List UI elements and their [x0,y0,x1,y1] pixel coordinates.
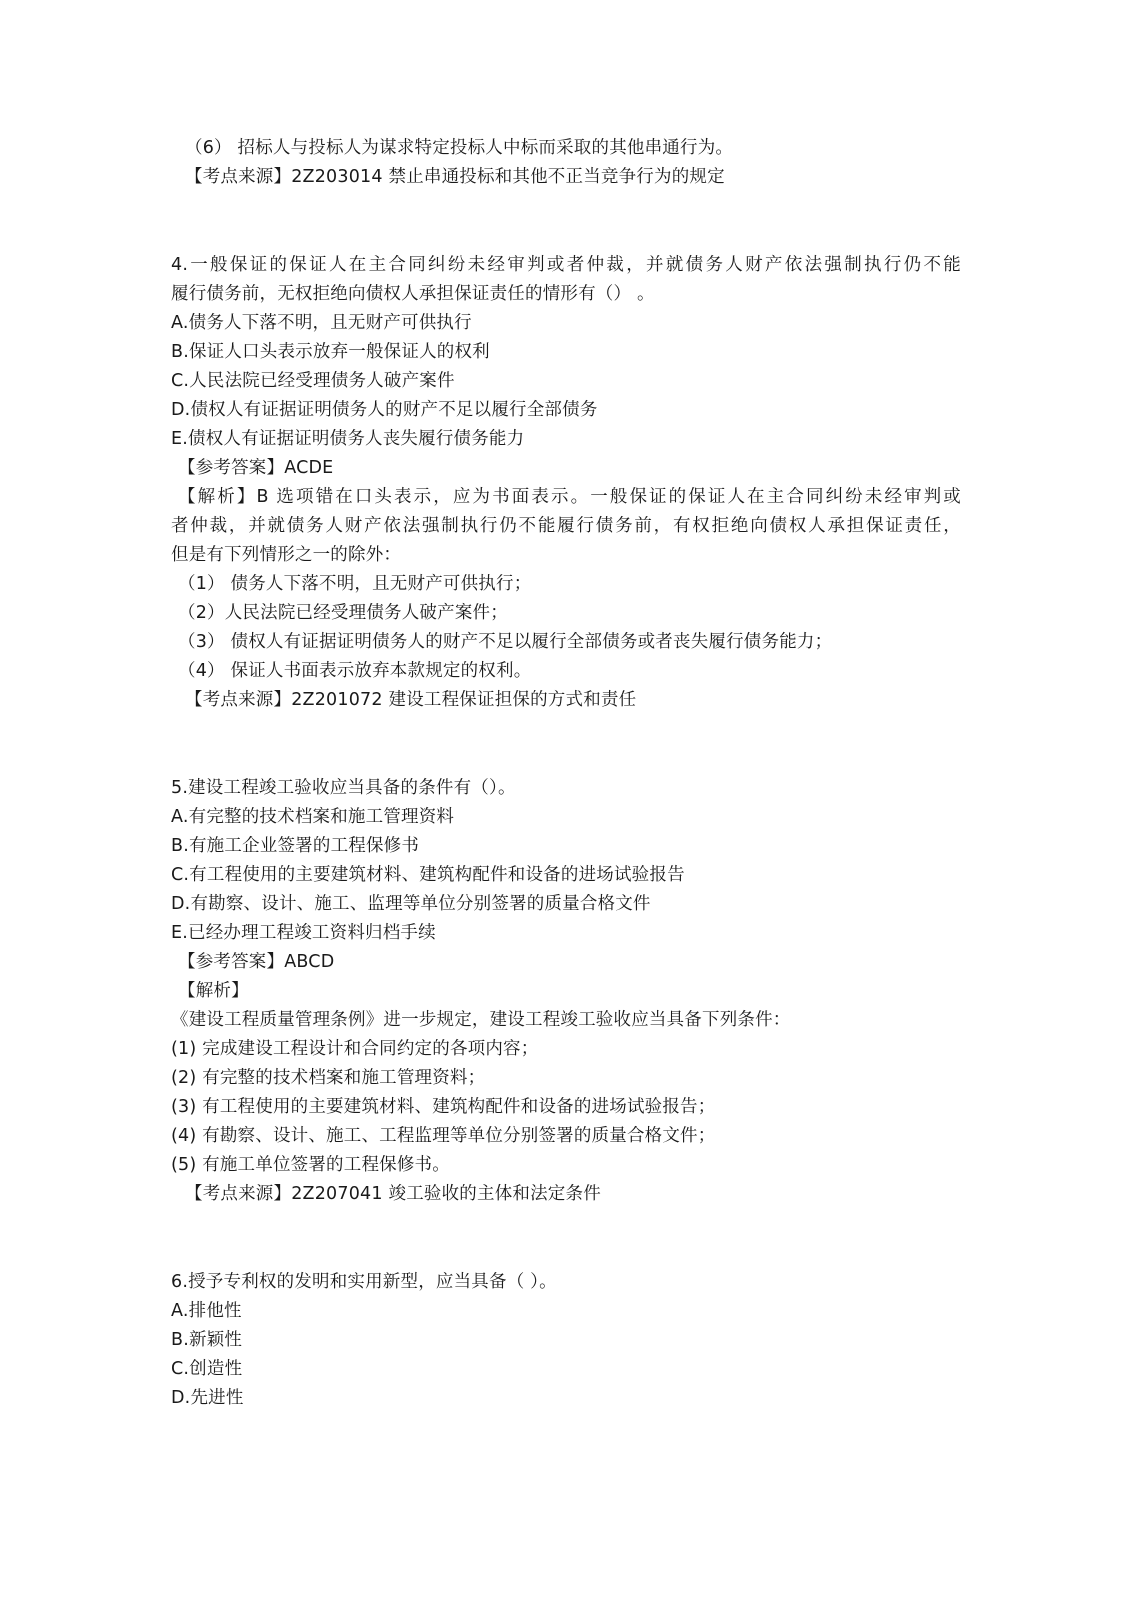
analysis-item: (3) 有工程使用的主要建筑材料、建筑构配件和设备的进场试验报告； [171,1097,716,1117]
option-c: C.有工程使用的主要建筑材料、建筑构配件和设备的进场试验报告 [171,865,685,885]
question-stem-line: 5.建设工程竣工验收应当具备的条件有（）。 [171,778,516,798]
analysis-item: （3） 债权人有证据证明债务人的财产不足以履行全部债务或者丧失履行债务能力； [178,632,833,652]
analysis-item: （2）人民法院已经受理债务人破产案件； [178,603,508,623]
reference-answer: 【参考答案】ACDE [178,458,334,478]
previous-analysis-item-6: （6） 招标人与投标人为谋求特定投标人中标而采取的其他串通行为。 [185,138,734,158]
source-line: 【考点来源】2Z201072 建设工程保证担保的方式和责任 [185,690,637,710]
analysis-item: (1) 完成建设工程设计和合同约定的各项内容； [171,1039,539,1059]
option-d: D.先进性 [171,1388,244,1408]
analysis-item: （1） 债务人下落不明，且无财产可供执行； [178,574,532,594]
option-c: C.创造性 [171,1359,243,1379]
analysis-item: (4) 有勘察、设计、施工、工程监理等单位分别签署的质量合格文件； [171,1126,716,1146]
option-c: C.人民法院已经受理债务人破产案件 [171,371,455,391]
option-e: E.已经办理工程竣工资料归档手续 [171,923,436,943]
option-e: E.债权人有证据证明债务人丧失履行债务能力 [171,429,525,449]
analysis-item: （4） 保证人书面表示放弃本款规定的权利。 [178,661,532,681]
option-b: B.新颖性 [171,1330,243,1350]
previous-source-line: 【考点来源】2Z203014 禁止串通投标和其他不正当竞争行为的规定 [185,167,725,187]
option-a: A.排他性 [171,1301,242,1321]
option-b: B.有施工企业签署的工程保修书 [171,836,420,856]
analysis-item: (5) 有施工单位签署的工程保修书。 [171,1155,450,1175]
option-d: D.有勘察、设计、施工、监理等单位分别签署的质量合格文件 [171,894,651,914]
option-a: A.有完整的技术档案和施工管理资料 [171,807,455,827]
option-a: A.债务人下落不明，且无财产可供执行 [171,313,472,333]
option-b: B.保证人口头表示放弃一般保证人的权利 [171,342,490,362]
analysis-line: 《建设工程质量管理条例》进一步规定，建设工程竣工验收应当具备下列条件： [171,1010,791,1030]
question-stem-line: 履行债务前，无权拒绝向债权人承担保证责任的情形有（） 。 [171,284,655,304]
option-d: D.债权人有证据证明债务人的财产不足以履行全部债务 [171,400,598,420]
analysis-line: 【解析】B 选项错在口头表示，应为书面表示。一般保证的保证人在主合同纠纷未经审判或 [178,487,961,507]
question-stem-line: 6.授予专利权的发明和实用新型，应当具备（ ）。 [171,1272,557,1292]
reference-answer: 【参考答案】ABCD [178,952,335,972]
analysis-line: 者仲裁，并就债务人财产依法强制执行仍不能履行债务前，有权拒绝向债权人承担保证责任， [171,516,961,536]
source-line: 【考点来源】2Z207041 竣工验收的主体和法定条件 [185,1184,601,1204]
question-stem-line: 4.一般保证的保证人在主合同纠纷未经审判或者仲裁，并就债务人财产依法强制执行仍不能 [171,255,961,275]
analysis-line: 但是有下列情形之一的除外： [171,545,402,565]
analysis-heading: 【解析】 [178,981,249,1001]
analysis-item: (2) 有完整的技术档案和施工管理资料； [171,1068,486,1088]
